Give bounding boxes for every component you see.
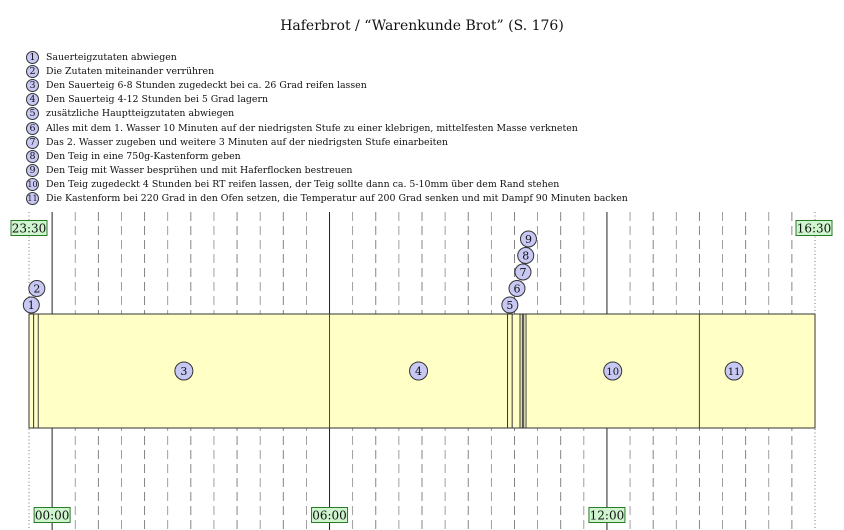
diagram-title: Haferbrot / “Warenkunde Brot” (S. 176) <box>280 18 564 34</box>
step-number-badge: 11 <box>27 194 38 204</box>
step-number-badge: 3 <box>26 79 39 92</box>
step-number-badge: 8 <box>26 150 39 163</box>
step-number-badge: 6 <box>26 122 39 135</box>
step-text: Sauerteigzutaten abwiegen <box>46 51 177 63</box>
step-badge-label: 4 <box>415 365 423 378</box>
step-text: Das 2. Wasser zugeben und weitere 3 Minuten auf der niedrigsten Stufe einarbeiten <box>46 136 448 148</box>
step-text: Den Sauerteig 6-8 Stunden zugedeckt bei ca. 26 Grad reifen lassen <box>46 79 367 91</box>
step-text: Die Zutaten miteinander verrühren <box>46 65 215 77</box>
step-badge-label: 3 <box>180 365 188 378</box>
start-time-label: 23:30 <box>11 221 47 236</box>
step-number-badge: 9 <box>26 164 39 177</box>
step-badge-label: 11 <box>727 367 741 378</box>
step-badge-label: 10 <box>606 367 620 378</box>
step-number-badge: 7 <box>26 136 39 149</box>
hour-label: 00:00 <box>34 508 70 523</box>
step-text: Den Teig mit Wasser besprühen und mit Haferflocken bestreuen <box>46 165 353 177</box>
step-number-badge: 5 <box>26 107 39 120</box>
step-badge-label: 1 <box>27 299 35 312</box>
step-number-badge: 2 <box>26 65 39 78</box>
hour-label: 12:00 <box>589 508 625 523</box>
step-badge-label: 9 <box>524 233 532 246</box>
step-badge-label: 7 <box>519 266 527 279</box>
step-badge-label: 2 <box>33 282 41 296</box>
step-text: Die Kastenform bei 220 Grad in den Ofen setzen, die Temperatur auf 200 Grad senken und mit Dampf 90 Minuten backen <box>46 193 628 205</box>
step-badge-label: 6 <box>513 282 521 296</box>
end-time-label: 16:30 <box>796 221 832 236</box>
step-badge-label: 5 <box>506 299 514 312</box>
step-text: Den Teig zugedeckt 4 Stunden bei RT reifen lassen, der Teig sollte dann ca. 5-10mm über dem Rand stehen <box>46 179 560 191</box>
step-text: zusätzliche Hauptteigzutaten abwiegen <box>46 108 235 120</box>
step-text: Alles mit dem 1. Wasser 10 Minuten auf der niedrigsten Stufe zu einer klebrigen, mittelfesten Masse verkneten <box>46 122 578 134</box>
step-number-badge: 4 <box>26 93 39 106</box>
step-text: Den Sauerteig 4-12 Stunden bei 5 Grad lagern <box>46 94 269 106</box>
step-badge-label: 8 <box>522 249 530 263</box>
hour-label: 06:00 <box>312 508 347 523</box>
step-number-badge: 10 <box>27 180 38 190</box>
step-number-badge: 1 <box>26 51 39 64</box>
step-text: Den Teig in eine 750g-Kastenform geben <box>46 150 241 162</box>
